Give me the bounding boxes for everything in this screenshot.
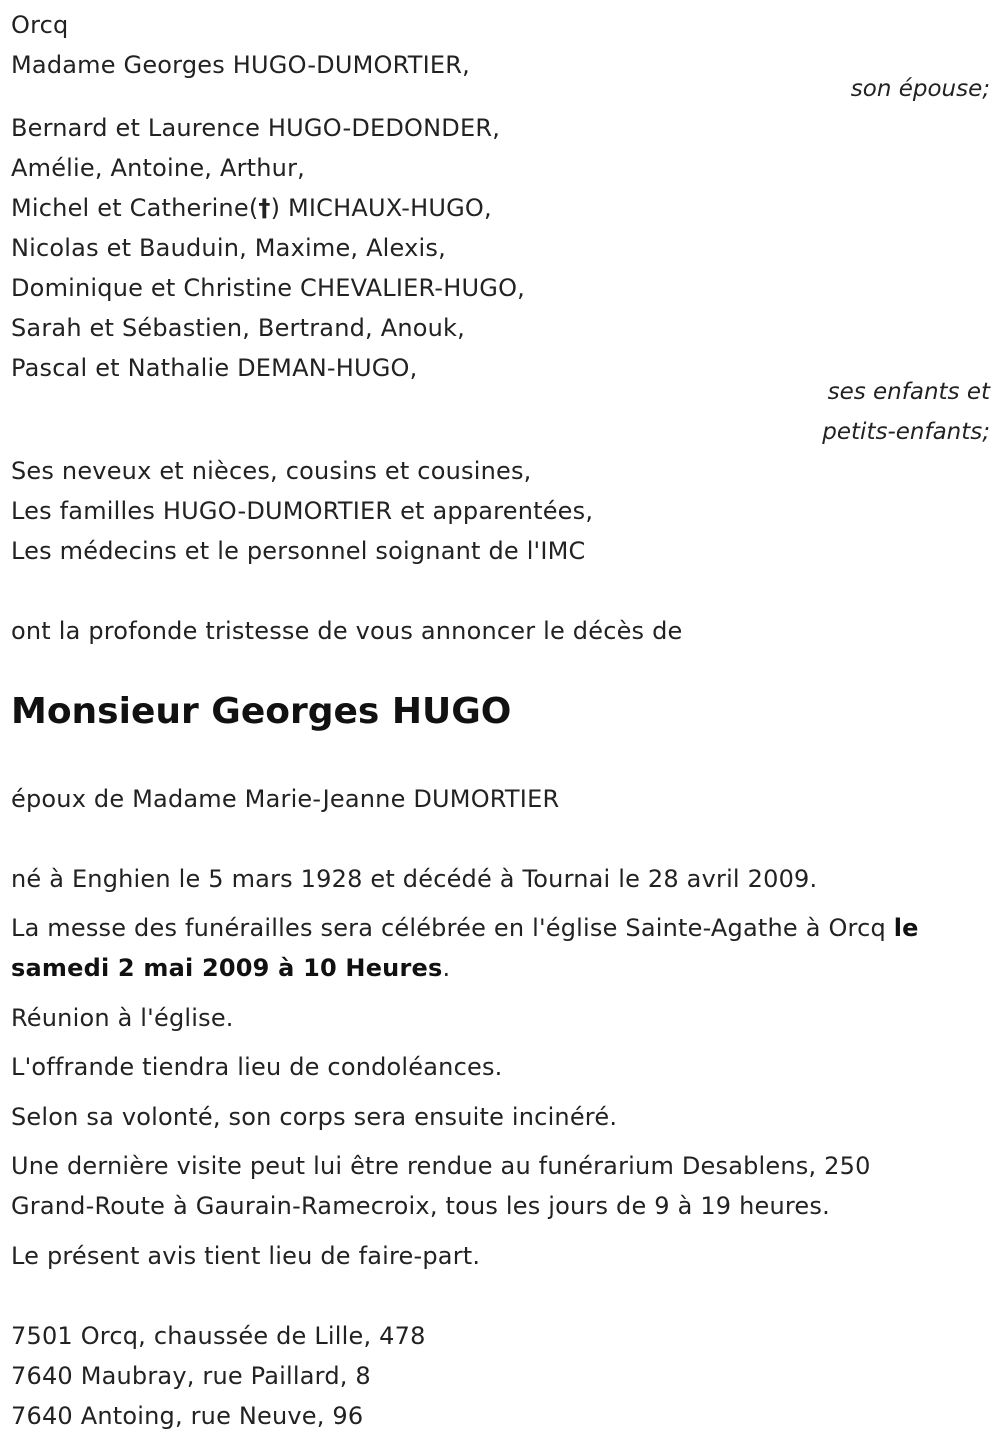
address-1: 7501 Orcq, chaussée de Lille, 478 [11, 1322, 426, 1350]
child-line-7: Pascal et Nathalie DEMAN-HUGO, [11, 354, 418, 382]
children-role-1: ses enfants et [827, 379, 990, 405]
mass-date: samedi 2 mai 2009 à 10 Heures [11, 954, 443, 982]
mass-bold-le: le [893, 914, 919, 942]
others-line-1: Ses neveux et nièces, cousins et cousines, [11, 457, 532, 485]
visit-line-1: Une dernière visite peut lui être rendue au funérarium Desablens, 250 [11, 1152, 871, 1180]
child-line-1: Bernard et Laurence HUGO-DEDONDER, [11, 114, 501, 142]
open-paren: ( [248, 194, 259, 222]
spouse-role: son épouse; [850, 76, 990, 102]
others-line-2: Les familles HUGO-DUMORTIER et apparentées, [11, 497, 594, 525]
spouse-line: Madame Georges HUGO-DUMORTIER, [11, 51, 470, 79]
cross-icon: † [258, 194, 271, 222]
child-line-2: Amélie, Antoine, Arthur, [11, 154, 305, 182]
child-line-3 [11, 193, 492, 223]
mass-end: . [442, 954, 451, 982]
visit-line-2: Grand-Route à Gaurain-Ramecroix, tous les jours de 9 à 19 heures. [11, 1192, 830, 1220]
child-line-3-names: Michel et Catherine [11, 194, 249, 222]
child-line-4: Nicolas et Bauduin, Maxime, Alexis, [11, 234, 446, 262]
birth-death: né à Enghien le 5 mars 1928 et décédé à Tournai le 28 avril 2009. [11, 865, 818, 893]
address-3: 7640 Antoing, rue Neuve, 96 [11, 1402, 364, 1430]
meeting-line: Réunion à l'église. [11, 1004, 234, 1032]
mass-line-1 [11, 913, 919, 943]
child-line-5: Dominique et Christine CHEVALIER-HUGO, [11, 274, 526, 302]
child-line-3-rest: ) MICHAUX-HUGO, [270, 194, 492, 222]
mass-line-2 [11, 953, 450, 983]
others-line-3: Les médecins et le personnel soignant de l'IMC [11, 537, 586, 565]
deceased-name: Monsieur Georges HUGO [11, 691, 512, 732]
child-line-6: Sarah et Sébastien, Bertrand, Anouk, [11, 314, 465, 342]
children-role-2: petits-enfants; [822, 419, 990, 445]
address-2: 7640 Maubray, rue Paillard, 8 [11, 1362, 371, 1390]
announcement: ont la profonde tristesse de vous annoncer le décès de [11, 617, 683, 645]
spouse-of: époux de Madame Marie-Jeanne DUMORTIER [11, 785, 560, 813]
offering-line: L'offrande tiendra lieu de condoléances. [11, 1053, 503, 1081]
mass-text: La messe des funérailles sera célébrée en l'église Sainte-Agathe à Orcq [11, 914, 894, 942]
place-heading: Orcq [11, 11, 69, 39]
cremation-line: Selon sa volonté, son corps sera ensuite incinéré. [11, 1103, 618, 1131]
notice-line: Le présent avis tient lieu de faire-part. [11, 1242, 481, 1270]
